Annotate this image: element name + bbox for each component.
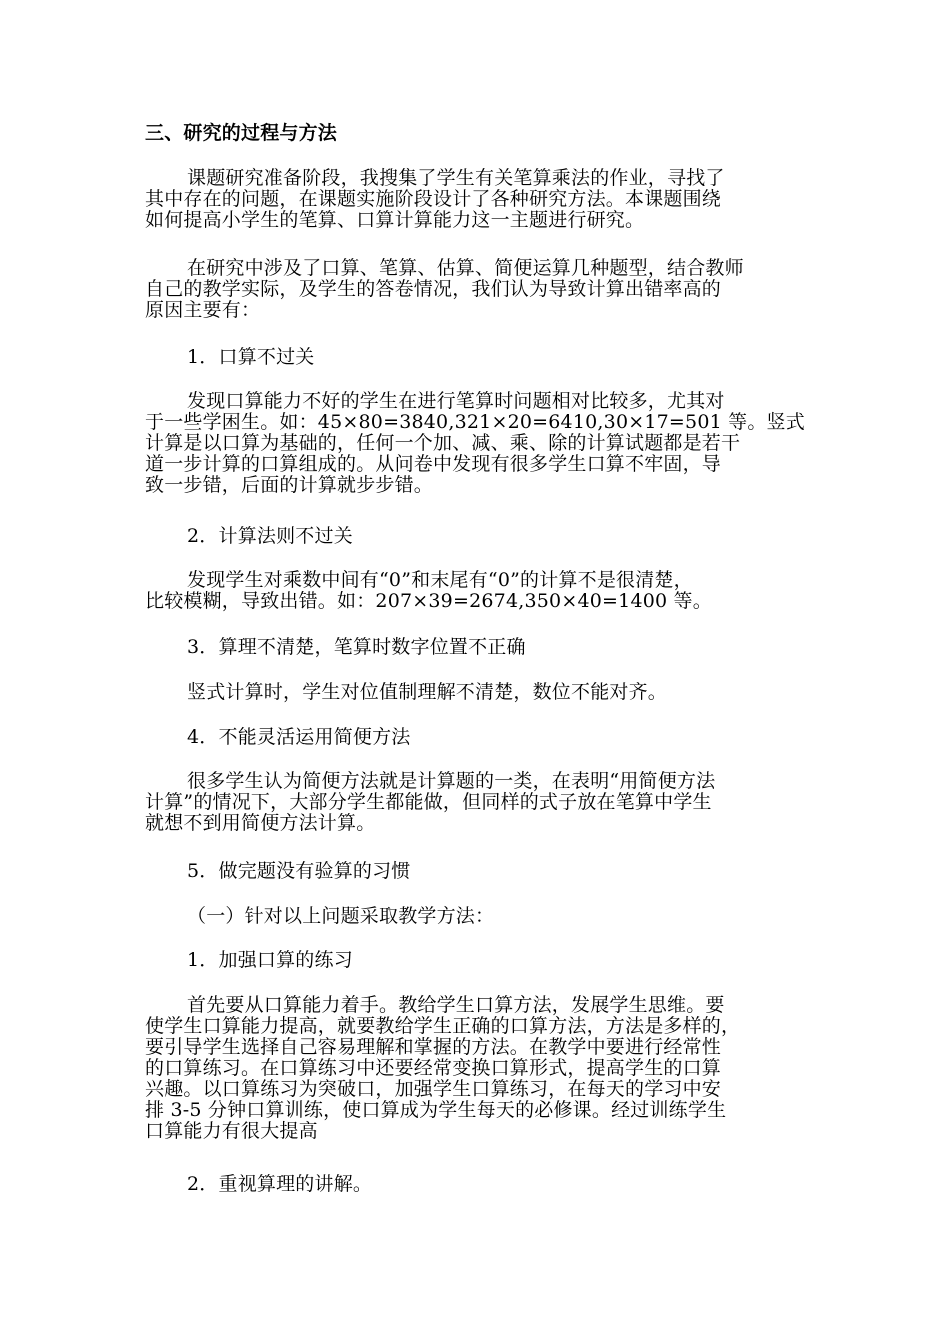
text-line: 如何提高小学生的笔算、口算计算能力这一主题进行研究。	[145, 209, 645, 231]
text-line: 就想不到用简便方法计算。	[145, 812, 376, 834]
text-line: 比较模糊，导致出错。如：207×39=2674,350×40=1400 等。	[145, 590, 712, 612]
paragraph-error-causes	[145, 258, 813, 321]
paragraph-oral-calculation-issue	[145, 391, 813, 496]
method-title-2: 2．重视算理的讲解。	[187, 1173, 373, 1195]
method-title-1: 1．加强口算的练习	[187, 949, 353, 971]
text-line: 使学生口算能力提高，就要教给学生正确的口算方法，方法是多样的，	[145, 1015, 741, 1037]
paragraph-oral-practice	[145, 995, 813, 1142]
section-heading: 三、研究的过程与方法	[145, 122, 338, 144]
text-line: 兴趣。以口算练习为突破口，加强学生口算练习，在每天的学习中安	[145, 1078, 722, 1100]
sub-heading-teaching-methods: （一）针对以上问题采取教学方法：	[187, 905, 495, 927]
text-line: 其中存在的问题，在课题实施阶段设计了各种研究方法。本课题围绕	[145, 188, 722, 210]
text-line: 道一步计算的口算组成的。从问卷中发现有很多学生口算不牢固，导	[145, 453, 722, 475]
item-title-1: 1．口算不过关	[187, 346, 315, 368]
text-line: 在研究中涉及了口算、笔算、估算、简便运算几种题型，结合教师	[187, 257, 744, 279]
item-title-3: 3．算理不清楚，笔算时数字位置不正确	[187, 636, 526, 658]
paragraph-place-value-issue	[145, 682, 813, 703]
paragraph-simplification-issue	[145, 771, 813, 834]
text-line: 原因主要有：	[145, 299, 261, 321]
text-line: 竖式计算时，学生对位值制理解不清楚，数位不能对齐。	[187, 681, 668, 703]
text-line: 口算能力有很大提高	[145, 1120, 318, 1142]
text-line: 致一步错，后面的计算就步步错。	[145, 474, 434, 496]
text-line: 发现口算能力不好的学生在进行笔算时问题相对比较多，尤其对	[187, 390, 725, 412]
paragraph-research-preparation	[145, 168, 813, 231]
text-line: 的口算练习。在口算练习中还要经常变换口算形式，提高学生的口算	[145, 1057, 722, 1079]
item-title-2: 2．计算法则不过关	[187, 525, 353, 547]
text-line: 发现学生对乘数中间有“0”和末尾有“0”的计算不是很清楚，	[187, 569, 693, 591]
item-title-5: 5．做完题没有验算的习惯	[187, 860, 411, 882]
paragraph-calculation-rules-issue	[145, 570, 813, 612]
text-line: 于一些学困生。如：45×80=3840,321×20=6410,30×17=501 等。竖式	[145, 411, 805, 433]
text-line: 计算”的情况下，大部分学生都能做，但同样的式子放在笔算中学生	[145, 791, 712, 813]
text-line: 自己的教学实际，及学生的答卷情况，我们认为导致计算出错率高的	[145, 278, 722, 300]
text-line: 课题研究准备阶段，我搜集了学生有关笔算乘法的作业，寻找了	[187, 167, 725, 189]
item-title-4: 4．不能灵活运用简便方法	[187, 726, 411, 748]
text-line: 很多学生认为简便方法就是计算题的一类，在表明“用简便方法	[187, 770, 716, 792]
text-line: 计算是以口算为基础的，任何一个加、减、乘、除的计算试题都是若干	[145, 432, 741, 454]
text-line: 排 3-5 分钟口算训练，使口算成为学生每天的必修课。经过训练学生	[145, 1099, 727, 1121]
text-line: 首先要从口算能力着手。教给学生口算方法，发展学生思维。要	[187, 994, 725, 1016]
text-line: 要引导学生选择自己容易理解和掌握的方法。在教学中要进行经常性	[145, 1036, 722, 1058]
